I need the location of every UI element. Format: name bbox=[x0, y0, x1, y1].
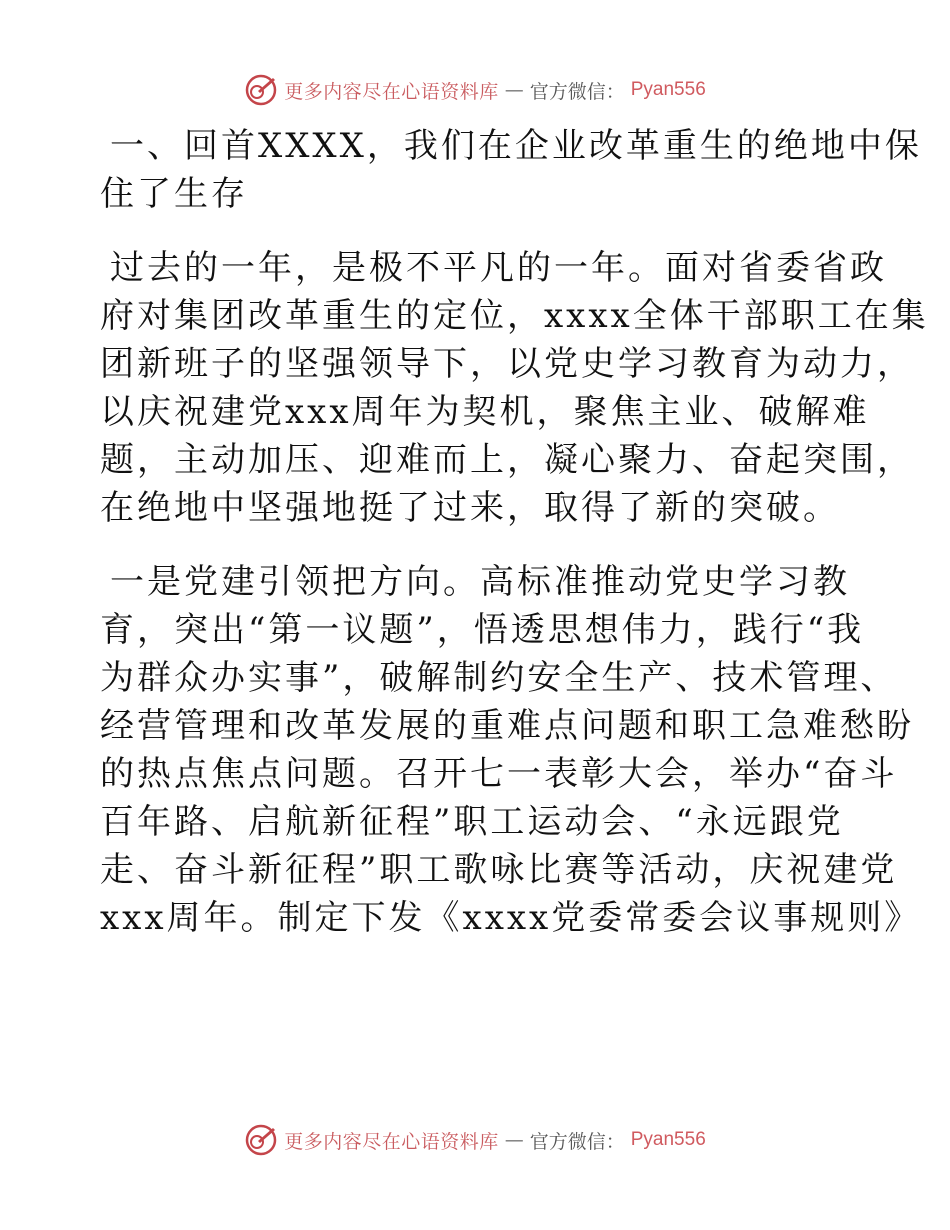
paragraph-line: 在绝地中坚强地挺了过来，取得了新的突破。 bbox=[100, 488, 840, 528]
watermark-text: 更多内容尽在心语资料库 bbox=[284, 80, 499, 103]
pen-logo-icon bbox=[244, 73, 278, 107]
paragraph-line: 百年路、启航新征程”职工运动会、“永远跟党 bbox=[100, 802, 844, 842]
watermark-separator: — bbox=[504, 79, 524, 101]
watermark-header bbox=[0, 70, 950, 110]
document-body bbox=[100, 122, 929, 942]
watermark-separator: — bbox=[504, 1129, 524, 1151]
paragraph-line: 的热点焦点问题。召开七一表彰大会，举办“奋斗 bbox=[100, 754, 898, 794]
paragraph-line: 府对集团改革重生的定位，xxxx全体干部职工在集 bbox=[100, 296, 929, 336]
watermark-official-label: 官方微信： bbox=[529, 80, 625, 103]
watermark-wechat-id: Pyan556 bbox=[630, 79, 706, 100]
heading-line: 一、回首XXXX，我们在企业改革重生的绝地中保 bbox=[110, 126, 922, 166]
paragraph-intro bbox=[100, 244, 929, 532]
paragraph-line: 育，突出“第一议题”，悟透思想伟力，践行“我 bbox=[100, 610, 865, 650]
paragraph-line: 题，主动加压、迎难而上，凝心聚力、奋起突围， bbox=[100, 440, 914, 480]
section-heading bbox=[100, 122, 922, 218]
paragraph-line: 为群众办实事”，破解制约安全生产、技术管理、 bbox=[100, 658, 898, 698]
paragraph-line: 走、奋斗新征程”职工歌咏比赛等活动，庆祝建党 bbox=[100, 850, 898, 890]
paragraph-line: 过去的一年，是极不平凡的一年。面对省委省政 bbox=[110, 248, 887, 288]
paragraph-party-building bbox=[100, 558, 922, 942]
watermark-text: 更多内容尽在心语资料库 bbox=[284, 1130, 499, 1153]
watermark-wechat-id: Pyan556 bbox=[630, 1129, 706, 1150]
heading-line: 住了生存 bbox=[100, 174, 248, 214]
watermark-footer bbox=[0, 1120, 950, 1160]
paragraph-line: 经营管理和改革发展的重难点问题和职工急难愁盼 bbox=[100, 706, 914, 746]
watermark-official-label: 官方微信： bbox=[529, 1130, 625, 1153]
paragraph-line: 一是党建引领把方向。高标准推动党史学习教 bbox=[110, 562, 850, 602]
pen-logo-icon bbox=[244, 1123, 278, 1157]
paragraph-line: xxx周年。制定下发《xxxx党委常委会议事规则》 bbox=[100, 898, 922, 938]
paragraph-line: 团新班子的坚强领导下，以党史学习教育为动力， bbox=[100, 344, 914, 384]
paragraph-line: 以庆祝建党xxx周年为契机，聚焦主业、破解难 bbox=[100, 392, 870, 432]
